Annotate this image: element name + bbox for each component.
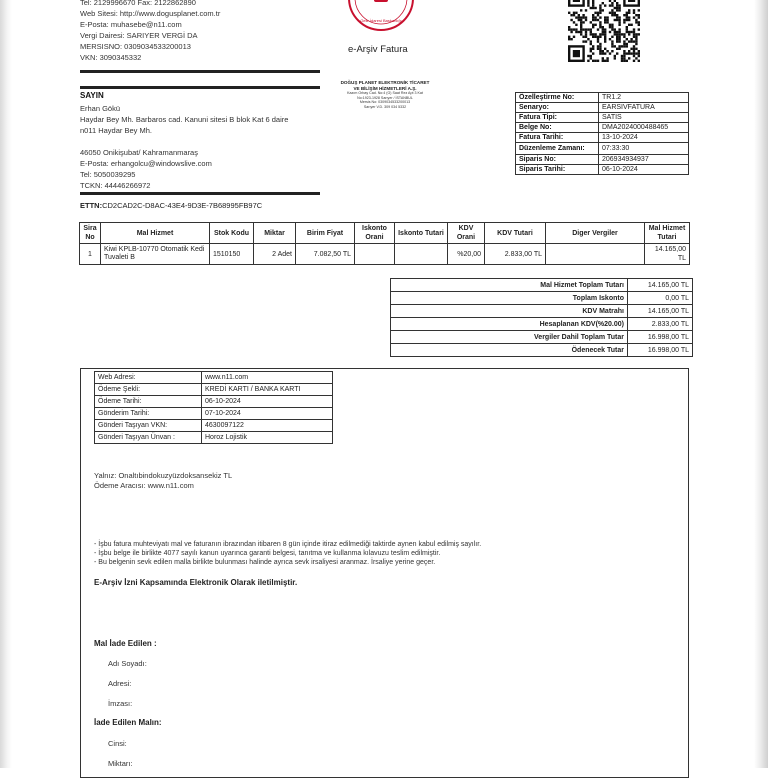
- meta-label: Belge No:: [516, 123, 599, 133]
- cell: %20,00: [448, 244, 485, 265]
- shipping-value: Horoz Lojistik: [202, 432, 333, 444]
- meta-value: 206934934937: [599, 155, 689, 165]
- totals-table: [390, 278, 693, 357]
- page-shadow-right: [754, 0, 768, 768]
- buyer-line: E-Posta: erhangolcu@windowslive.com: [80, 159, 212, 168]
- ettn-value: CD2CAD2C-D8AC-43E4-9D3E-7B68995FB97C: [102, 201, 263, 210]
- shipping-row: [95, 408, 333, 420]
- col-header: Stok Kodu: [210, 223, 254, 244]
- shipping-value: 07-10-2024: [202, 408, 333, 420]
- shipping-row: [95, 420, 333, 432]
- totals-label: Mal Hizmet Toplam Tutarı: [391, 279, 628, 292]
- totals-row: [391, 292, 693, 305]
- totals-row: [391, 344, 693, 357]
- shipping-value: KREDİ KARTI / BANKA KARTI: [202, 384, 333, 396]
- shipping-row: [95, 396, 333, 408]
- shipping-label: Gönderi Taşıyan Ünvan :: [95, 432, 202, 444]
- shipping-value: www.n11.com: [202, 372, 333, 384]
- shipping-row: [95, 432, 333, 444]
- cell: [546, 244, 645, 265]
- meta-row: [516, 155, 689, 165]
- return-field-signature: İmzası:: [108, 699, 133, 708]
- meta-row: [516, 113, 689, 123]
- seller-line: Web Sitesi: http://www.dogusplanet.com.tr: [80, 9, 221, 18]
- invoice-meta-table: [515, 92, 689, 175]
- earsiv-note: E-Arşiv İzni Kapsamında Elektronik Olarak iletilmiştir.: [94, 578, 298, 587]
- buyer-line: 46050 Onikişubat/ Kahramanmaraş: [80, 148, 198, 157]
- meta-row: [516, 165, 689, 175]
- col-header: Diger Vergiler: [546, 223, 645, 244]
- seller-line: Vergi Dairesi: SARIYER VERGİ DA: [80, 31, 198, 40]
- col-header: Mal Hizmet: [101, 223, 210, 244]
- shipping-label: Ödeme Şekli:: [95, 384, 202, 396]
- totals-value: 14.165,00 TL: [628, 305, 693, 318]
- meta-value: EARSIVFATURA: [599, 103, 689, 113]
- totals-label: Toplam Iskonto: [391, 292, 628, 305]
- return-field-name: Adı Soyadı:: [108, 659, 147, 668]
- seller-divider: [80, 70, 320, 73]
- totals-value: 14.165,00 TL: [628, 279, 693, 292]
- stamp-line: VE BİLİŞİM HİZMETLERİ A.Ş.: [353, 85, 417, 91]
- col-header: KDV Tutari: [485, 223, 546, 244]
- col-header: Mal Hizmet Tutari: [645, 223, 690, 244]
- meta-row: [516, 103, 689, 113]
- meta-label: Düzenleme Zamanı:: [516, 143, 599, 155]
- totals-value: 16.998,00 TL: [628, 344, 693, 357]
- table-row: [80, 244, 690, 265]
- seller-line: Tel: 2129996670 Fax: 2122862890: [80, 0, 196, 7]
- meta-label: Siparis No:: [516, 155, 599, 165]
- stamp-line: Sarıyer V.D. 309 034 5332: [363, 104, 407, 109]
- company-stamp: [330, 80, 440, 110]
- payment-agent: Ödeme Aracısı: www.n11.com: [94, 481, 194, 490]
- amount-in-words: Yalnız: Onaltıbindokuzyüzdoksansekiz TL: [94, 471, 233, 480]
- stamp-line: Mersis No: 0309034533200013: [359, 100, 411, 105]
- buyer-info: [80, 103, 288, 191]
- legal-note: - İşbu belge ile birlikte 4077 sayılı kanun uyarınca garanti belgesi, tanıtma ve kullanma kılavuzu teslim edilmiştir.: [94, 550, 441, 557]
- document-title: e-Arşiv Fatura: [348, 44, 408, 55]
- cell: 2 Adet: [254, 244, 296, 265]
- return-field-quantity: Miktarı:: [108, 759, 133, 768]
- meta-label: Fatura Tarihi:: [516, 133, 599, 143]
- cell: 7.082,50 TL: [296, 244, 355, 265]
- return-field-address: Adresi:: [108, 679, 132, 688]
- totals-row: [391, 279, 693, 292]
- legal-note: - Bu belgenin sevk edilen malla birlikte bulunması halinde ayrıca sevk irsaliyesi aranmaz. İrsaliye yerine geçer.: [94, 559, 436, 566]
- meta-row: [516, 143, 689, 155]
- seller-line: E-Posta: muhasebe@n11.com: [80, 20, 182, 29]
- legal-notes: [94, 540, 481, 567]
- meta-label: Senaryo:: [516, 103, 599, 113]
- meta-label: Özelleştirme No:: [516, 93, 599, 103]
- cell: 2.833,00 TL: [485, 244, 546, 265]
- ettn-label: ETTN:: [80, 201, 103, 210]
- items-table: [79, 222, 690, 265]
- return-heading-goods: İade Edilen Malın:: [94, 718, 162, 727]
- shipping-label: Web Adresi:: [95, 372, 202, 384]
- meta-label: Siparis Tarihi:: [516, 165, 599, 175]
- shipping-table: [94, 371, 333, 444]
- buyer-line: [80, 136, 288, 147]
- gib-seal-icon: [346, 0, 416, 32]
- items-header-row: [80, 223, 690, 244]
- buyer-line: Haydar Bey Mh. Barbaros cad. Kanuni sitesi B blok Kat 6 daire: [80, 115, 289, 124]
- seller-line: MERSISNO: 0309034533200013: [80, 42, 191, 51]
- totals-row: [391, 305, 693, 318]
- cell: [395, 244, 448, 265]
- meta-value: 06-10-2024: [599, 165, 689, 175]
- shipping-row: [95, 384, 333, 396]
- col-header: Birim Fiyat: [296, 223, 355, 244]
- meta-row: [516, 133, 689, 143]
- stamp-line: Kazım Orbay Cad. No:4 (G) Saat Rez Apt 3 Kat: [347, 91, 423, 96]
- shipping-value: 06-10-2024: [202, 396, 333, 408]
- col-header: KDV Orani: [448, 223, 485, 244]
- shipping-label: Ödeme Tarihi:: [95, 396, 202, 408]
- buyer-line: n011 Haydar Bey Mh.: [80, 126, 152, 135]
- return-heading-person: Mal İade Edilen :: [94, 639, 157, 648]
- shipping-label: Gönderi Taşıyan VKN:: [95, 420, 202, 432]
- totals-row: [391, 318, 693, 331]
- totals-label: Hesaplanan KDV(%20.00): [391, 318, 628, 331]
- col-header: Iskonto Tutari: [395, 223, 448, 244]
- stamp-line: DOĞUŞ PLANET ELEKTRONİK TİCARET: [340, 80, 430, 85]
- totals-value: 0,00 TL: [628, 292, 693, 305]
- totals-label: KDV Matrahı: [391, 305, 628, 318]
- buyer-divider-top: [80, 86, 320, 89]
- qr-code-icon: [566, 0, 642, 64]
- totals-value: 16.998,00 TL: [628, 331, 693, 344]
- meta-value: 07:33:30: [599, 143, 689, 155]
- cell: [355, 244, 395, 265]
- shipping-row: [95, 372, 333, 384]
- totals-row: [391, 331, 693, 344]
- ettn: [80, 201, 262, 210]
- buyer-divider-bottom: [80, 192, 320, 195]
- meta-value: DMA2024000488465: [599, 123, 689, 133]
- col-header: Iskonto Orani: [355, 223, 395, 244]
- stamp-line: No:1923-1928 Sarıyer / İSTANBUL: [357, 95, 413, 100]
- totals-label: Ödenecek Tutar: [391, 344, 628, 357]
- meta-label: Fatura Tipi:: [516, 113, 599, 123]
- cell: 14.165,00 TL: [645, 244, 690, 265]
- meta-value: 13-10-2024: [599, 133, 689, 143]
- shipping-value: 4630097122: [202, 420, 333, 432]
- meta-value: TR1.2: [599, 93, 689, 103]
- cell: 1510150: [210, 244, 254, 265]
- seller-line: VKN: 3090345332: [80, 53, 142, 62]
- totals-value: 2.833,00 TL: [628, 318, 693, 331]
- cell: 1: [80, 244, 101, 265]
- col-header: Miktar: [254, 223, 296, 244]
- page-shadow-left: [0, 0, 12, 768]
- buyer-line: Erhan Gökü: [80, 104, 121, 113]
- buyer-line: TCKN: 44446266972: [80, 181, 151, 190]
- totals-label: Vergiler Dahil Toplam Tutar: [391, 331, 628, 344]
- buyer-heading: SAYIN: [80, 91, 104, 100]
- shipping-label: Gönderim Tarihi:: [95, 408, 202, 420]
- meta-row: [516, 93, 689, 103]
- svg-text:Gelir İdaresi Başkanlığı: Gelir İdaresi Başkanlığı: [360, 18, 402, 23]
- legal-note: - İşbu fatura muhteviyatı mal ve faturanın ibrazından itibaren 8 gün içinde itiraz edilmediği taktirde aynen kabul edilmiş sayılır.: [94, 541, 482, 548]
- col-header: Sira No: [80, 223, 101, 244]
- meta-value: SATIS: [599, 113, 689, 123]
- cell: Kiwi KPLB-10770 Otomatik Kedi Tuvaleti B: [101, 244, 210, 265]
- seller-info: [80, 0, 220, 63]
- meta-row: [516, 123, 689, 133]
- return-field-type: Cinsi:: [108, 739, 127, 748]
- buyer-line: Tel: 5050039295: [80, 170, 136, 179]
